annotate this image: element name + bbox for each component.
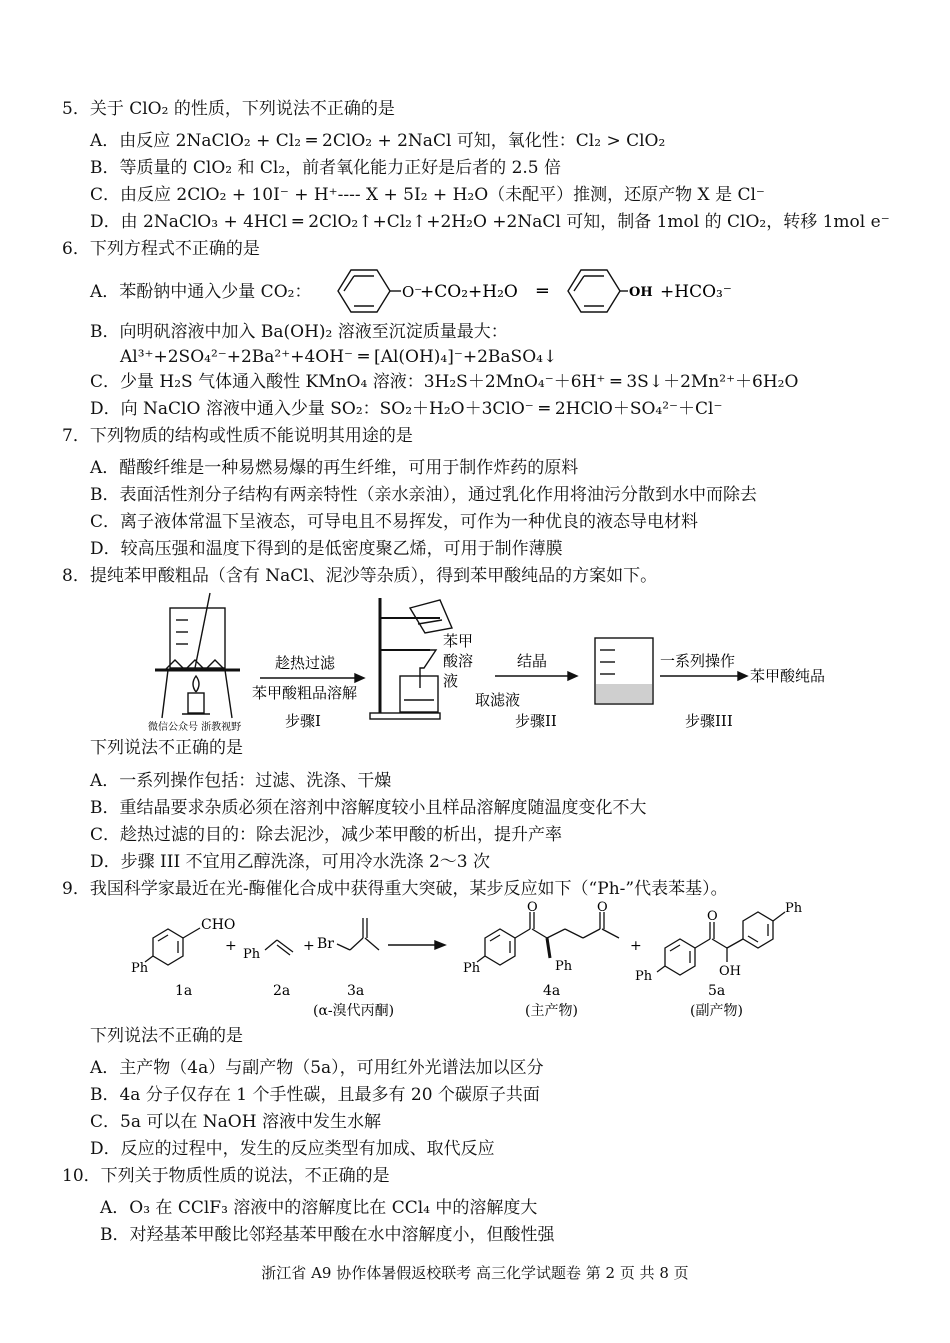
q5-option-a: A．由反应 2NaClO₂ + Cl₂ ═ 2ClO₂ + 2NaCl 可知，氧化性：Cl₂ > ClO₂: [90, 131, 666, 151]
q6-option-b-line1: B．向明矾溶液中加入 Ba(OH)₂ 溶液至沉淀质量最大：: [90, 322, 508, 342]
arrow-step1: [260, 674, 364, 682]
3a-br: Br: [317, 936, 334, 952]
q5-option-c: C．由反应 2ClO₂ + 10I⁻ + H⁺---- X + 5I₂ + H₂O（未配平）推测，还原产物 X 是 Cl⁻: [90, 185, 765, 205]
q6-a-bicarbonate: +HCO₃⁻: [660, 282, 732, 302]
q6-a-equals: ═: [537, 281, 548, 302]
beaker-heating-apparatus: [155, 593, 240, 718]
q10-option-a: A．O₃ 在 CClF₃ 溶液中的溶解度比在 CCl₄ 中的溶解度大: [100, 1198, 538, 1218]
5a-ph-left: Ph: [635, 969, 653, 984]
q10-stem: 10．下列关于物质性质的说法，不正确的是: [62, 1166, 390, 1186]
q6-a-reactants: +CO₂+H₂O: [420, 282, 518, 302]
hot-filter-label: 趁热过滤: [275, 654, 336, 672]
q8-sub-stem: 下列说法不正确的是: [90, 738, 243, 758]
q8-option-c: C．趁热过滤的目的：除去泥沙，减少苯甲酸的析出，提升产率: [90, 825, 563, 845]
compound-1a-structure: [145, 928, 200, 965]
4a-o-left: O: [527, 900, 538, 915]
1a-ph: Ph: [131, 961, 149, 976]
q8-stem: 8．提纯苯甲酸粗品（含有 NaCl、泥沙等杂质），得到苯甲酸纯品的方案如下。: [62, 566, 658, 586]
q6-stem: 6．下列方程式不正确的是: [62, 239, 260, 259]
q8-purification-diagram: [140, 588, 830, 738]
q9-option-b: B．4a 分子仅存在 1 个手性碳，且最多有 20 个碳原子共面: [90, 1085, 540, 1105]
filtrate-label: 取滤液: [475, 691, 521, 709]
q8-option-a: A．一系列操作包括：过滤、洗涤、干燥: [90, 771, 392, 791]
phenoxide-benzene-ring: [338, 270, 401, 312]
q6-option-a-equation: [325, 262, 745, 320]
5a-ph-right: Ph: [785, 901, 803, 916]
q6-option-a-prefix: A．苯酚钠中通入少量 CO₂：: [90, 282, 312, 302]
5a-oh: OH: [719, 964, 741, 979]
4a-ph-left: Ph: [463, 961, 481, 976]
q7-option-a: A．醋酸纤维是一种易燃易爆的再生纤维，可用于制作炸药的原料: [90, 458, 579, 478]
q9-sub-stem: 下列说法不正确的是: [90, 1026, 243, 1046]
q8-option-d: D．步骤 III 不宜用乙醇洗涤，可用冷水洗涤 2～3 次: [90, 852, 491, 872]
q6-option-d: D．向 NaClO 溶液中通入少量 SO₂：SO₂＋H₂O＋3ClO⁻ ═ 2HClO＋SO₄²⁻＋Cl⁻: [90, 399, 723, 419]
q7-stem: 7．下列物质的结构或性质不能说明其用途的是: [62, 426, 413, 446]
q9-reaction-scheme: [125, 900, 825, 1025]
label-5a-note: (副产物): [690, 1003, 743, 1019]
solution-label-3: 液: [443, 672, 459, 690]
step3-label: 步骤III: [685, 712, 733, 730]
q9-option-d: D．反应的过程中，发生的反应类型有加成、取代反应: [90, 1139, 495, 1159]
q5-option-d: D．由 2NaClO₃ + 4HCl ═ 2ClO₂↑+Cl₂↑+2H₂O +2NaCl 可知，制备 1mol 的 ClO₂，转移 1mol e⁻: [90, 212, 890, 232]
q8-option-b: B．重结晶要求杂质必须在溶剂中溶解度较小且样品溶解度随温度变化不大: [90, 798, 647, 818]
plus-2: +: [303, 938, 315, 954]
label-3a-note: (α-溴代丙酮): [313, 1003, 395, 1019]
2a-ph: Ph: [243, 947, 261, 962]
crystallization-beaker: [595, 638, 653, 704]
pure-product-label: 苯甲酸纯品: [750, 667, 826, 685]
q9-stem: 9．我国科学家最近在光-酶催化合成中获得重大突破，某步反应如下（“Ph-”代表苯基）。: [62, 879, 728, 899]
q5-stem: 5．关于 ClO₂ 的性质，下列说法不正确的是: [62, 99, 395, 119]
reaction-arrow: [388, 941, 445, 949]
arrow-step2: [495, 672, 577, 680]
q7-option-c: C．离子液体常温下呈液态，可导电且不易挥发，可作为一种优良的液态导电材料: [90, 512, 699, 532]
solution-label-1: 苯甲: [443, 632, 474, 650]
dissolve-label: 苯甲酸粗品溶解: [252, 684, 358, 702]
label-3a: 3a: [347, 983, 365, 999]
filtration-stand: [370, 598, 452, 719]
q5-option-b: B．等质量的 ClO₂ 和 Cl₂，前者氧化能力正好是后者的 2.5 倍: [90, 158, 562, 178]
label-4a-note: (主产物): [525, 1003, 578, 1019]
q6-option-b-line2: Al³⁺+2SO₄²⁻+2Ba²⁺+4OH⁻ ═ [Al(OH)₄]⁻+2BaSO₄↓: [120, 347, 558, 367]
arrow-step3: [660, 672, 747, 680]
phenoxide-oxygen: O⁻: [402, 283, 423, 301]
crystallize-label: 结晶: [517, 652, 548, 670]
1a-cho: CHO: [201, 917, 236, 933]
compound-4a-structure: [477, 912, 619, 965]
compound-2a-structure: [265, 940, 293, 955]
step1-label: 步骤I: [285, 712, 321, 730]
plus-3: +: [630, 938, 642, 954]
plus-1: +: [225, 938, 237, 954]
page-footer: 浙江省 A9 协作体暑假返校联考 高三化学试题卷 第 2 页 共 8 页: [261, 1264, 689, 1282]
q7-option-b: B．表面活性剂分子结构有两亲特性（亲水亲油），通过乳化作用将油污分散到水中而除去: [90, 485, 757, 505]
solution-label-2: 酸溶: [443, 652, 474, 670]
5a-o: O: [707, 909, 718, 924]
4a-o-right: O: [597, 900, 608, 915]
compound-3a-structure: [337, 918, 379, 950]
q10-option-b: B．对羟基苯甲酸比邻羟基苯甲酸在水中溶解度小，但酸性强: [100, 1225, 555, 1245]
step2-label: 步骤II: [515, 712, 557, 730]
4a-ph-chiral: Ph: [555, 959, 573, 974]
watermark: 微信公众号 浙教视野: [148, 722, 242, 733]
q9-option-a: A．主产物（4a）与副产物（5a），可用红外光谱法加以区分: [90, 1058, 544, 1078]
label-4a: 4a: [543, 983, 561, 999]
label-2a: 2a: [273, 983, 291, 999]
series-ops-label: 一系列操作: [660, 652, 736, 670]
label-5a: 5a: [708, 983, 726, 999]
q6-option-c: C．少量 H₂S 气体通入酸性 KMnO₄ 溶液：3H₂S＋2MnO₄⁻＋6H⁺ ═ 3S↓＋2Mn²⁺＋6H₂O: [90, 372, 799, 392]
q7-option-d: D．较高压强和温度下得到的是低密度聚乙烯，可用于制作薄膜: [90, 539, 563, 559]
phenol-benzene-ring: [568, 270, 628, 312]
phenol-oh: OH: [629, 285, 653, 300]
q9-option-c: C．5a 可以在 NaOH 溶液中发生水解: [90, 1112, 381, 1132]
label-1a: 1a: [175, 983, 193, 999]
